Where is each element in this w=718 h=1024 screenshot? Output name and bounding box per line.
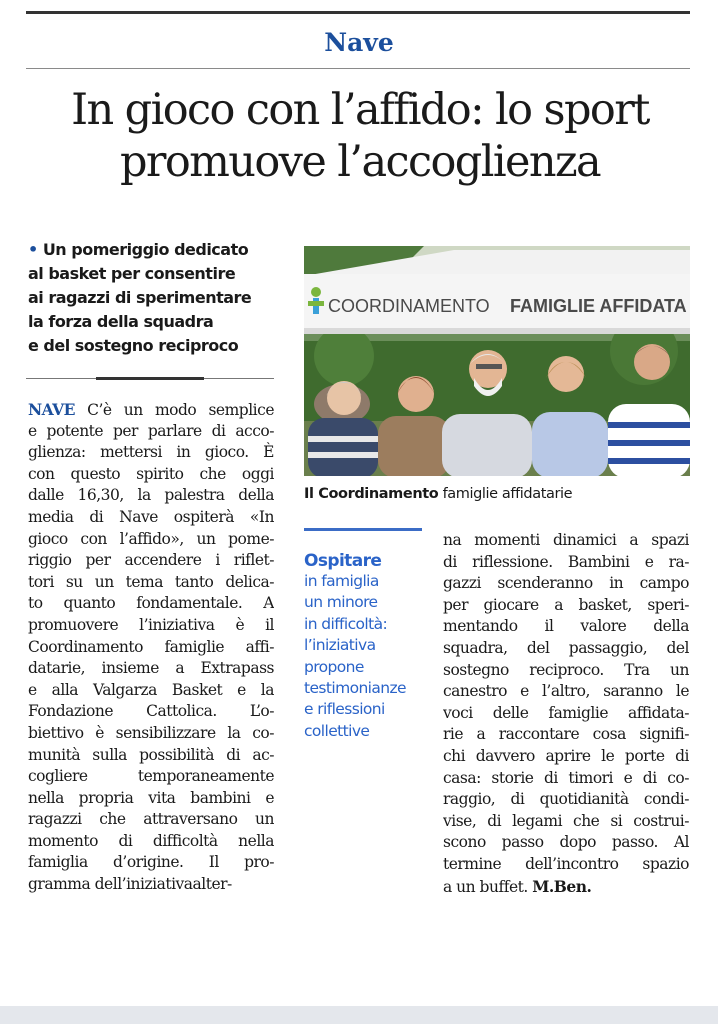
pull-quote [304, 528, 422, 761]
article-line: scono passo dopo passo. Al [443, 833, 689, 852]
summary-line: al basket per consentire [28, 264, 236, 283]
article-line: munità sulla possibilità di ac- [28, 745, 274, 764]
article-line: raggio, di quotidianità condi- [443, 790, 689, 809]
pull-quote-line: e riflessioni [304, 700, 385, 719]
pull-quote-line: in famiglia [304, 572, 379, 590]
article-line [443, 876, 689, 898]
group-photo-image [304, 246, 690, 476]
pull-quote-line: propone [304, 657, 364, 676]
article-line: sostegno reciproco. Tra un [443, 660, 689, 679]
banner-text-bold: FAMIGLIE AFFIDATA [510, 296, 687, 316]
article-line: nella propria vita bambini e [28, 788, 274, 807]
pull-quote-line: un minore [304, 593, 378, 612]
summary-line: ai ragazzi di sperimentare [28, 288, 252, 307]
article-line: riggio per accendere i riflet- [28, 551, 274, 570]
article-line: di riflessione. Bambini e ra- [443, 552, 689, 571]
article-line: biettivo è sensibilizzare la co- [28, 723, 274, 742]
headline-line: In gioco con l’affido: lo sport [71, 85, 649, 135]
article-line: casa: storie di timori e di co- [443, 768, 689, 787]
article-line: gramma dell’iniziativaalter- [28, 875, 232, 894]
article-line: e potente per parlare di acco- [28, 421, 274, 440]
article-line: momento di difficoltà nella [28, 831, 274, 850]
article-line: famiglia d’origine. Il pro- [28, 853, 274, 872]
headline [20, 84, 700, 188]
article-line: promuovere l’iniziativa è il [28, 615, 274, 634]
pull-quote-line: in difficoltà: [304, 614, 388, 633]
caption-bold: Il Coordinamento [304, 486, 439, 502]
caption-text: famiglie affidatarie [438, 486, 573, 502]
article-line: dalle 16,30, la palestra della [28, 486, 274, 505]
pull-quote-line: testimonianze [304, 679, 406, 698]
article-line: cogliere temporaneamente [28, 767, 274, 786]
top-rule [26, 11, 690, 14]
article-column-1 [28, 399, 274, 896]
article-line: Coordinamento famiglie affi- [28, 637, 274, 656]
summary-line [28, 238, 278, 262]
article-line: tori su un tema tanto delica- [28, 572, 274, 591]
article-line: media di Nave ospiterà «In [28, 507, 274, 526]
section-label: Nave [324, 28, 394, 57]
article-line: to quanto fondamentale. A [28, 594, 274, 613]
article-line: Fondazione Cattolica. L’o- [28, 702, 274, 721]
article-photo [304, 246, 690, 476]
article-line: squadra, del passaggio, del [443, 638, 689, 657]
section-rule [26, 68, 690, 69]
article-line: termine dell’incontro spazio [443, 854, 689, 873]
pull-quote-line: l’iniziativa [304, 636, 376, 655]
pull-quote-line: collettive [304, 721, 370, 740]
article-line: canestro e l’altro, saranno le [443, 682, 689, 701]
article-line: vise, di legami che si costrui- [443, 811, 689, 830]
photo-caption [304, 486, 694, 502]
headline-line: promuove l’accoglienza [119, 137, 601, 187]
summary [28, 238, 278, 358]
banner-text-light: COORDINAMENTO [328, 296, 490, 316]
article-line: glienza: mettersi in gioco. È [28, 443, 274, 462]
article-line: voci delle famiglie affidata- [443, 703, 689, 722]
article-line: chi davvero aprire le porte di [443, 746, 689, 765]
article-line: ragazzi che attraversano un [28, 810, 274, 829]
article-line: con questo spirito che oggi [28, 464, 274, 483]
article-line: na momenti dinamici a spazi [443, 531, 689, 549]
summary-rule-accent [96, 377, 204, 380]
article-line: datarie, insieme a Extrapass [28, 659, 274, 678]
article-line: gazzi scenderanno in campo [443, 574, 689, 593]
dateline: NAVE [28, 400, 75, 419]
summary-line: e del sostegno reciproco [28, 336, 239, 355]
article-line [28, 399, 274, 421]
bottom-band [0, 1006, 718, 1024]
article-line: gioco con l’affido», un pome- [28, 529, 274, 548]
summary-line: la forza della squadra [28, 312, 214, 331]
byline: M.Ben. [532, 876, 592, 896]
article-line: rie a raccontare cosa signifi- [443, 725, 689, 744]
summary-text: Un pomeriggio dedicato [42, 240, 249, 259]
article-line: mentando il valore della [443, 617, 689, 636]
article-line: per giocare a basket, speri- [443, 595, 689, 614]
bullet-icon: • [28, 240, 38, 259]
pull-quote-lead: Ospitare [304, 551, 382, 571]
article-text: a un buffet. [443, 877, 528, 896]
article-text: C’è un modo semplice [74, 401, 274, 419]
article-column-2 [443, 530, 689, 897]
article-line: e alla Valgarza Basket e la [28, 680, 274, 699]
